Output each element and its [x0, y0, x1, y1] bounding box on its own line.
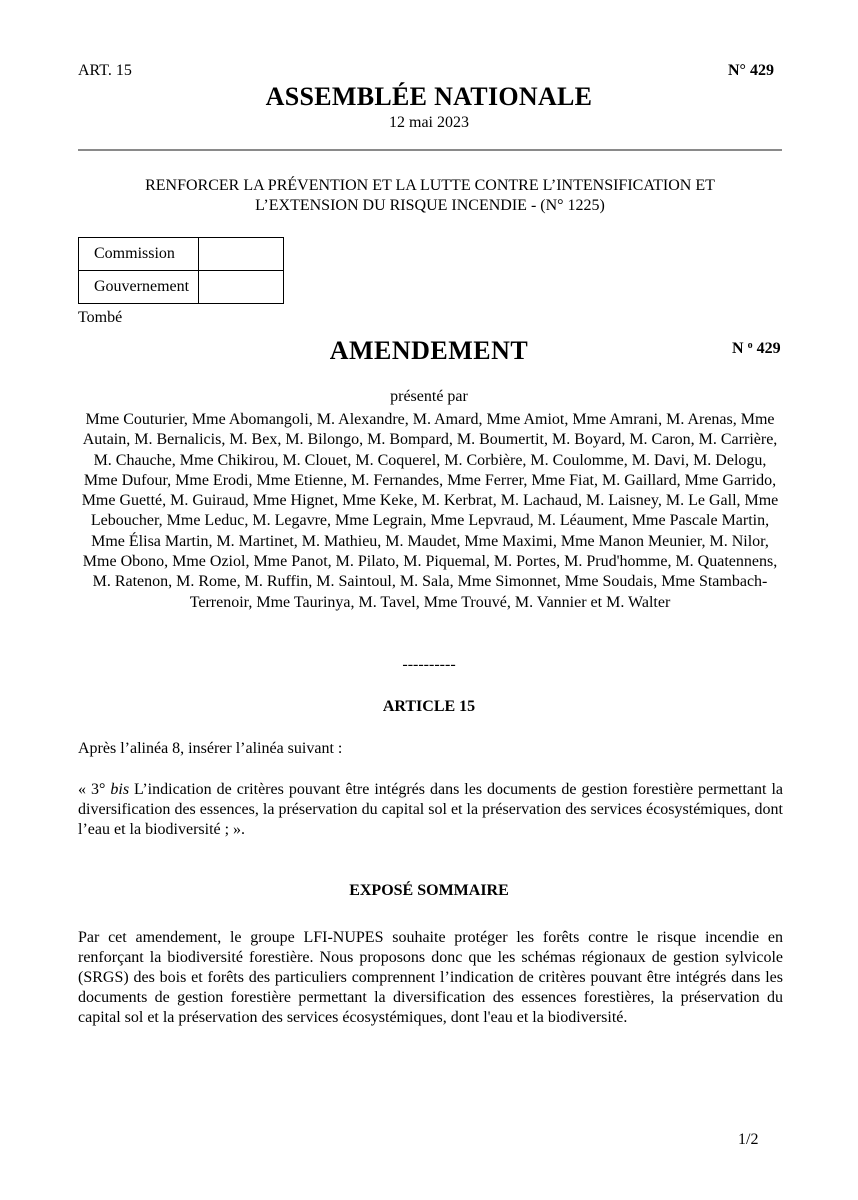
authors-list: Mme Couturier, Mme Abomangoli, M. Alexandre, M. Amard, Mme Amiot, Mme Amrani, M. Arenas, Mme Autain, M. Bernalicis, M. Bex, M. Bilongo, M. Bompard, M. Boumertit, M. Boyard, M. Caron, M. Carrière, M. Chauche, Mme Chikirou, M. Clouet, M. Coquerel, M. Corbière, M. Coulomme, M. Davi, M. Delogu, Mme Dufour, Mme Erodi, Mme Etienne, M. Fernandes, Mme Ferrer, Mme Fiat, M. Gaillard, Mme Garrido, Mme Guetté, M. Guiraud, Mme Hignet, Mme Keke, M. Kerbrat, M. Lachaud, M. Laisney, M. Le Gall, Mme Leboucher, Mme Leduc, M. Legavre, Mme Legrain, Mme Lepvraud, M. Léaument, Mme Pascale Martin, Mme Élisa Martin, M. Martinet, M. Mathieu, M. Maudet, Mme Maximi, Mme Manon Meunier, M. Nilor, Mme Obono, Mme Oziol, Mme Panot, M. Pilato, M. Piquemal, M. Portes, M. Prud'homme, M. Quatennens, M. Ratenon, M. Rome, M. Ruffin, M. Saintoul, M. Sala, Mme Simonnet, Mme Soudais, Mme Stambach-Terrenoir, Mme Taurinya, M. Tavel, Mme Trouvé, M. Vannier et M. Walter	[81, 411, 779, 611]
quote-italic-bis: bis	[110, 781, 130, 798]
opinion-table	[78, 237, 284, 304]
opinion-row-government	[79, 271, 284, 304]
dash-separator: ----------	[402, 656, 456, 673]
page-number: 1/2	[738, 1131, 759, 1148]
quote-text: L’indication de critères pouvant être intégrés dans les documents de gestion forestière permettant la diversification des essences, la préservation du capital sol et la préservation des services écosystémiques, dont l’eau et la biodiversité ; ».	[78, 781, 784, 838]
bill-title: RENFORCER LA PRÉVENTION ET LA LUTTE CONTRE L’INTENSIFICATION ET L’EXTENSION DU RISQUE INCENDIE - (N° 1225)	[145, 177, 715, 214]
opinion-value	[199, 238, 284, 271]
opinion-label: Gouvernement	[79, 271, 199, 304]
article-heading: ARTICLE 15	[382, 698, 476, 715]
amendment-number-prefix: N	[732, 340, 744, 357]
header-divider	[78, 149, 782, 151]
quote-open: « 3°	[78, 781, 111, 798]
article-instruction: Après l’alinéa 8, insérer l’alinéa suivant :	[78, 740, 343, 757]
amendment-number	[732, 340, 781, 358]
article-reference: ART. 15	[78, 62, 132, 79]
opinion-value	[199, 271, 284, 304]
inserted-paragraph	[78, 780, 783, 840]
institution-title: ASSEMBLÉE NATIONALE	[265, 82, 593, 111]
presented-by: présenté par	[390, 388, 468, 405]
amendment-title: AMENDEMENT	[329, 336, 529, 365]
opinion-row-commission	[79, 238, 284, 271]
expose-text: Par cet amendement, le groupe LFI-NUPES souhaite protéger les forêts contre le risque incendie en renforçant la biodiversité forestière. Nous proposons donc que les schémas régionaux de gestion sylvicole (SRGS) des bois et forêts des particuliers comprennent l’indication de critères pouvant être intégrés dans les documents de gestion forestière permettant la diversification des essences forestières, la préservation du capital sol et la préservation des services écosystémiques, dont l'eau et la biodiversité.	[78, 929, 783, 1026]
opinion-label: Commission	[79, 238, 199, 271]
amendment-outcome: Tombé	[78, 309, 123, 326]
amendment-number-reference: N° 429	[728, 62, 774, 79]
expose-heading: EXPOSÉ SOMMAIRE	[349, 882, 509, 899]
document-date: 12 mai 2023	[389, 114, 469, 131]
amendment-number-value: 429	[756, 340, 781, 357]
amendment-number-superscript: o	[747, 340, 753, 351]
